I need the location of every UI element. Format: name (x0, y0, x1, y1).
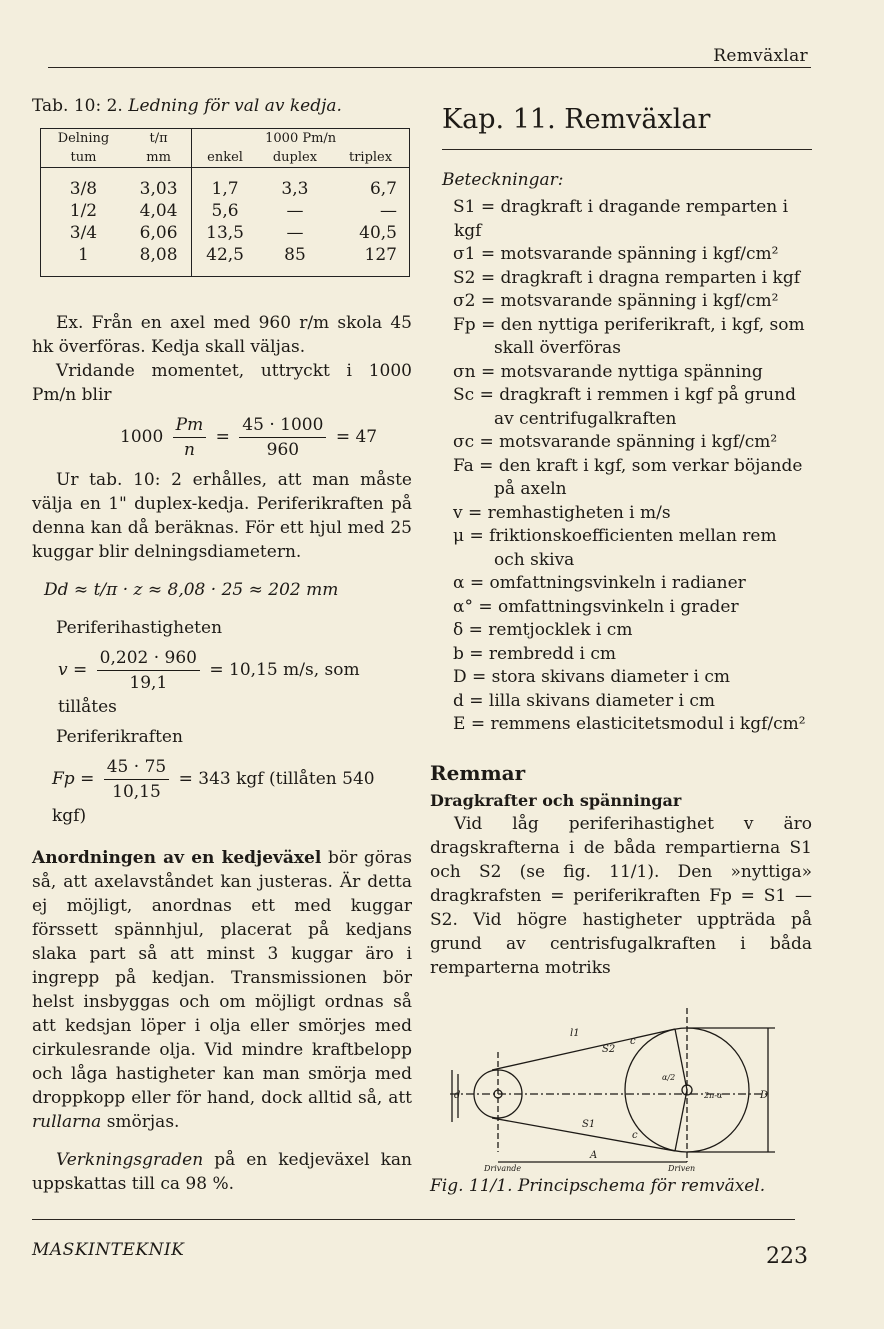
notation-item: σn = motsvarande nyttiga spänning (453, 361, 763, 382)
th-duplex: duplex (258, 148, 332, 168)
label-drivande: Drivande (484, 1163, 522, 1172)
notation-item: D = stora skivans diameter i cm (453, 667, 730, 687)
cell-enkel: 13,5 (206, 223, 244, 243)
formula-moment-lhs: 1000 (120, 427, 164, 447)
cell-enkel: 42,5 (206, 245, 244, 265)
formula-velocity (58, 646, 412, 719)
cell-delning: 3/4 (69, 223, 98, 243)
cell-enkel: 5,6 (211, 201, 239, 221)
label-s1: S1 (582, 1118, 596, 1130)
bottom-rule (32, 1219, 795, 1220)
notation-item-continuation: och skiva (494, 549, 575, 570)
cell-delning: 1 (78, 245, 89, 265)
formula-force-den: 10,15 (112, 782, 161, 802)
right-column (430, 96, 812, 1196)
section-text: Vid låg periferihastighet v äro dragskrafterna i de båda rempartierna S1 och S2 (se fig. 11/1). Den »nyttiga» dragkrafsten = periferikraften Fp = S1 — S2. Vid högre hastigheter uppträda på grund av centrisfugalkraften i båda remparterna motriks (430, 813, 812, 978)
periferikraft-label: Periferikraften (56, 727, 183, 747)
cell-delning: 3/8 (69, 179, 98, 199)
chapter-title: Kap. 11. Remväxlar (442, 104, 711, 135)
th-triplex: triplex (332, 148, 409, 168)
notation-list (430, 196, 812, 737)
notation-item: d = lilla skivans diameter i cm (453, 690, 716, 711)
formula-moment-num2: 45 · 1000 (239, 413, 326, 438)
notation-item: α = omfattningsvinkeln i radianer (453, 573, 746, 593)
chain-table (40, 128, 410, 277)
anordning-bold: Anordningen av en kedjeväxel (32, 848, 322, 868)
example-text: Ex. Från en axel med 960 r/m skola 45 hk överföras. Kedja skall väljas. (32, 313, 412, 357)
table-caption (32, 96, 412, 116)
cell-enkel: 1,7 (211, 179, 239, 199)
formula-force (52, 755, 412, 828)
verkning-text: på en kedjeväxel kan uppskattas till ca 98 %. (32, 1150, 412, 1194)
periferihastighet-label: Periferihastigheten (56, 618, 223, 638)
belt-top (492, 1029, 675, 1070)
notation-item: σ2 = motsvarande spänning i kgf/cm² (453, 291, 779, 311)
verkning-ital: Verkningsgraden (56, 1150, 204, 1170)
cell-duplex: 3,3 (281, 179, 309, 199)
ur-tab-text: Ur tab. 10: 2 erhålles, att man måste välja en 1" duplex-kedja. Periferikraften på denna kan då beräknas. För ett hjul med 25 kuggar blir delningsdiametern. (32, 470, 412, 562)
notation-item: E = remmens elasticitetsmodul i kgf/cm² (453, 714, 806, 734)
notation-item: Fa = den kraft i kgf, som verkar böjande (453, 455, 803, 476)
th-t-pi: t/π (126, 129, 192, 149)
label-c-bottom: c (632, 1129, 638, 1141)
formula-velocity-num: 0,202 · 960 (97, 646, 200, 671)
formula-force-rest: = 343 kgf (tillåten 540 kgf) (52, 769, 375, 826)
label-driven: Driven (668, 1163, 696, 1172)
label-l1: l1 (570, 1027, 580, 1039)
cell-triplex: 6,7 (369, 179, 397, 199)
label-c-top: c (630, 1035, 636, 1047)
th-t-pi-unit: mm (126, 148, 192, 168)
th-delning: Delning (57, 131, 110, 146)
formula-velocity-den: 19,1 (129, 673, 168, 693)
cell-tpi: 8,08 (126, 244, 192, 266)
notation-item-continuation: skall överföras (494, 338, 621, 358)
notation-item: S1 = dragkraft i dragande remparten i kgf (453, 197, 789, 241)
table-caption-prefix: Tab. 10: 2. (32, 96, 123, 116)
formula-moment-den1: n (183, 440, 195, 460)
notation-item: α° = omfattningsvinkeln i grader (453, 596, 739, 617)
left-column (32, 96, 412, 1196)
label-two-pi: 2π-α (704, 1090, 723, 1100)
notation-item: Fp = den nyttiga periferikraft, i kgf, som (453, 314, 805, 335)
label-D: D (760, 1089, 769, 1101)
page-number: 223 (766, 1244, 808, 1269)
cell-triplex: — (380, 201, 397, 221)
cell-tpi: 3,03 (126, 178, 192, 200)
table-row (41, 244, 410, 266)
table-caption-title: Ledning för val av kedja. (128, 96, 342, 116)
notation-item: μ = friktionskoefficienten mellan rem (453, 526, 777, 546)
formula-velocity-rest: = 10,15 m/s, som tillåtes (58, 660, 360, 717)
formula-moment: 1000 $\frac{Pm}{n}$ = $\frac{45 \cdot 1000}{960}$ = 47 (120, 415, 378, 460)
moment-text: Vridande momentet, uttryckt i 1000 Pm/n blir (32, 361, 412, 405)
belt-drive-figure (430, 1002, 812, 1172)
chapter-rule (442, 149, 812, 150)
subsection-title: Dragkrafter och spänningar (430, 790, 682, 810)
anordning-text: bör göras så, att axelavståndet kan justeras. Är detta ej möjligt, anordnas ett med kuggar förssett spännhjul, placerat på kedjans slaka part så att minst 3 kuggar äro i ingrepp på kedjan. Transmissionen bör helst insbyggas och om möjligt ordnas så att kedsjan löper i olja eller smörjes med cirkulesrande olja. Vid mindre kraftbelopp och låga hastigheter kan man smörja med droppkopp eller för hand, dock alltid så, att (32, 848, 413, 1108)
label-alpha-half: α/2 (662, 1072, 676, 1082)
cell-duplex: — (286, 223, 304, 243)
cell-duplex: 85 (284, 245, 306, 265)
anordning-paragraph (32, 846, 412, 1134)
notation-item: b = rembredd i cm (453, 643, 616, 664)
table-row (41, 200, 410, 222)
verkning-paragraph (32, 1148, 412, 1196)
label-d: d (454, 1089, 461, 1101)
formula-force-lhs: Fp = (52, 769, 95, 789)
top-rule (48, 67, 811, 68)
table-row (41, 222, 410, 244)
notation-item: σ1 = motsvarande spänning i kgf/cm² (453, 244, 779, 264)
running-title: Remväxlar (713, 46, 808, 66)
belt-drive-diagram (430, 1002, 800, 1172)
formula-force-num: 45 · 75 (104, 755, 169, 780)
journal-name: MASKINTEKNIK (32, 1240, 185, 1260)
notation-title: Beteckningar: (442, 170, 564, 190)
table-row (41, 178, 410, 200)
formula-diameter: Dd ≈ t/π · z ≈ 8,08 · 25 ≈ 202 mm (44, 580, 339, 600)
cell-triplex: 40,5 (359, 223, 397, 243)
formula-moment-num1: Pm (173, 413, 207, 438)
notation-item: S2 = dragkraft i dragna remparten i kgf (453, 267, 800, 288)
th-delning-unit: tum (41, 148, 126, 168)
notation-item: δ = remtjocklek i cm (453, 620, 633, 640)
notation-item: v = remhastigheten i m/s (453, 502, 671, 523)
label-s2: S2 (602, 1043, 616, 1055)
cell-duplex: — (286, 201, 304, 221)
formula-velocity-lhs: v = (58, 660, 88, 680)
notation-item-continuation: av centrifugalkraften (494, 408, 677, 429)
cell-tpi: 4,04 (126, 200, 192, 222)
formula-moment-result: = 47 (335, 427, 378, 447)
cell-tpi: 6,06 (126, 222, 192, 244)
th-enkel: enkel (192, 148, 258, 168)
section-title: Remmar (430, 760, 526, 785)
anordning-ital: rullarna (32, 1112, 102, 1132)
notation-item: Sc = dragkraft i remmen i kgf på grund (453, 385, 796, 405)
formula-moment-den2: 960 (266, 440, 300, 460)
label-A: A (590, 1149, 598, 1161)
cell-triplex: 127 (364, 245, 397, 265)
notation-item: σc = motsvarande spänning i kgf/cm² (453, 432, 778, 452)
cell-delning: 1/2 (69, 201, 98, 221)
th-group: 1000 Pm/n (265, 131, 337, 146)
figure-caption: Fig. 11/1. Principschema för remväxel. (430, 1175, 766, 1196)
notation-item-continuation: på axeln (494, 479, 567, 499)
anordning-end: smörjas. (106, 1112, 180, 1132)
